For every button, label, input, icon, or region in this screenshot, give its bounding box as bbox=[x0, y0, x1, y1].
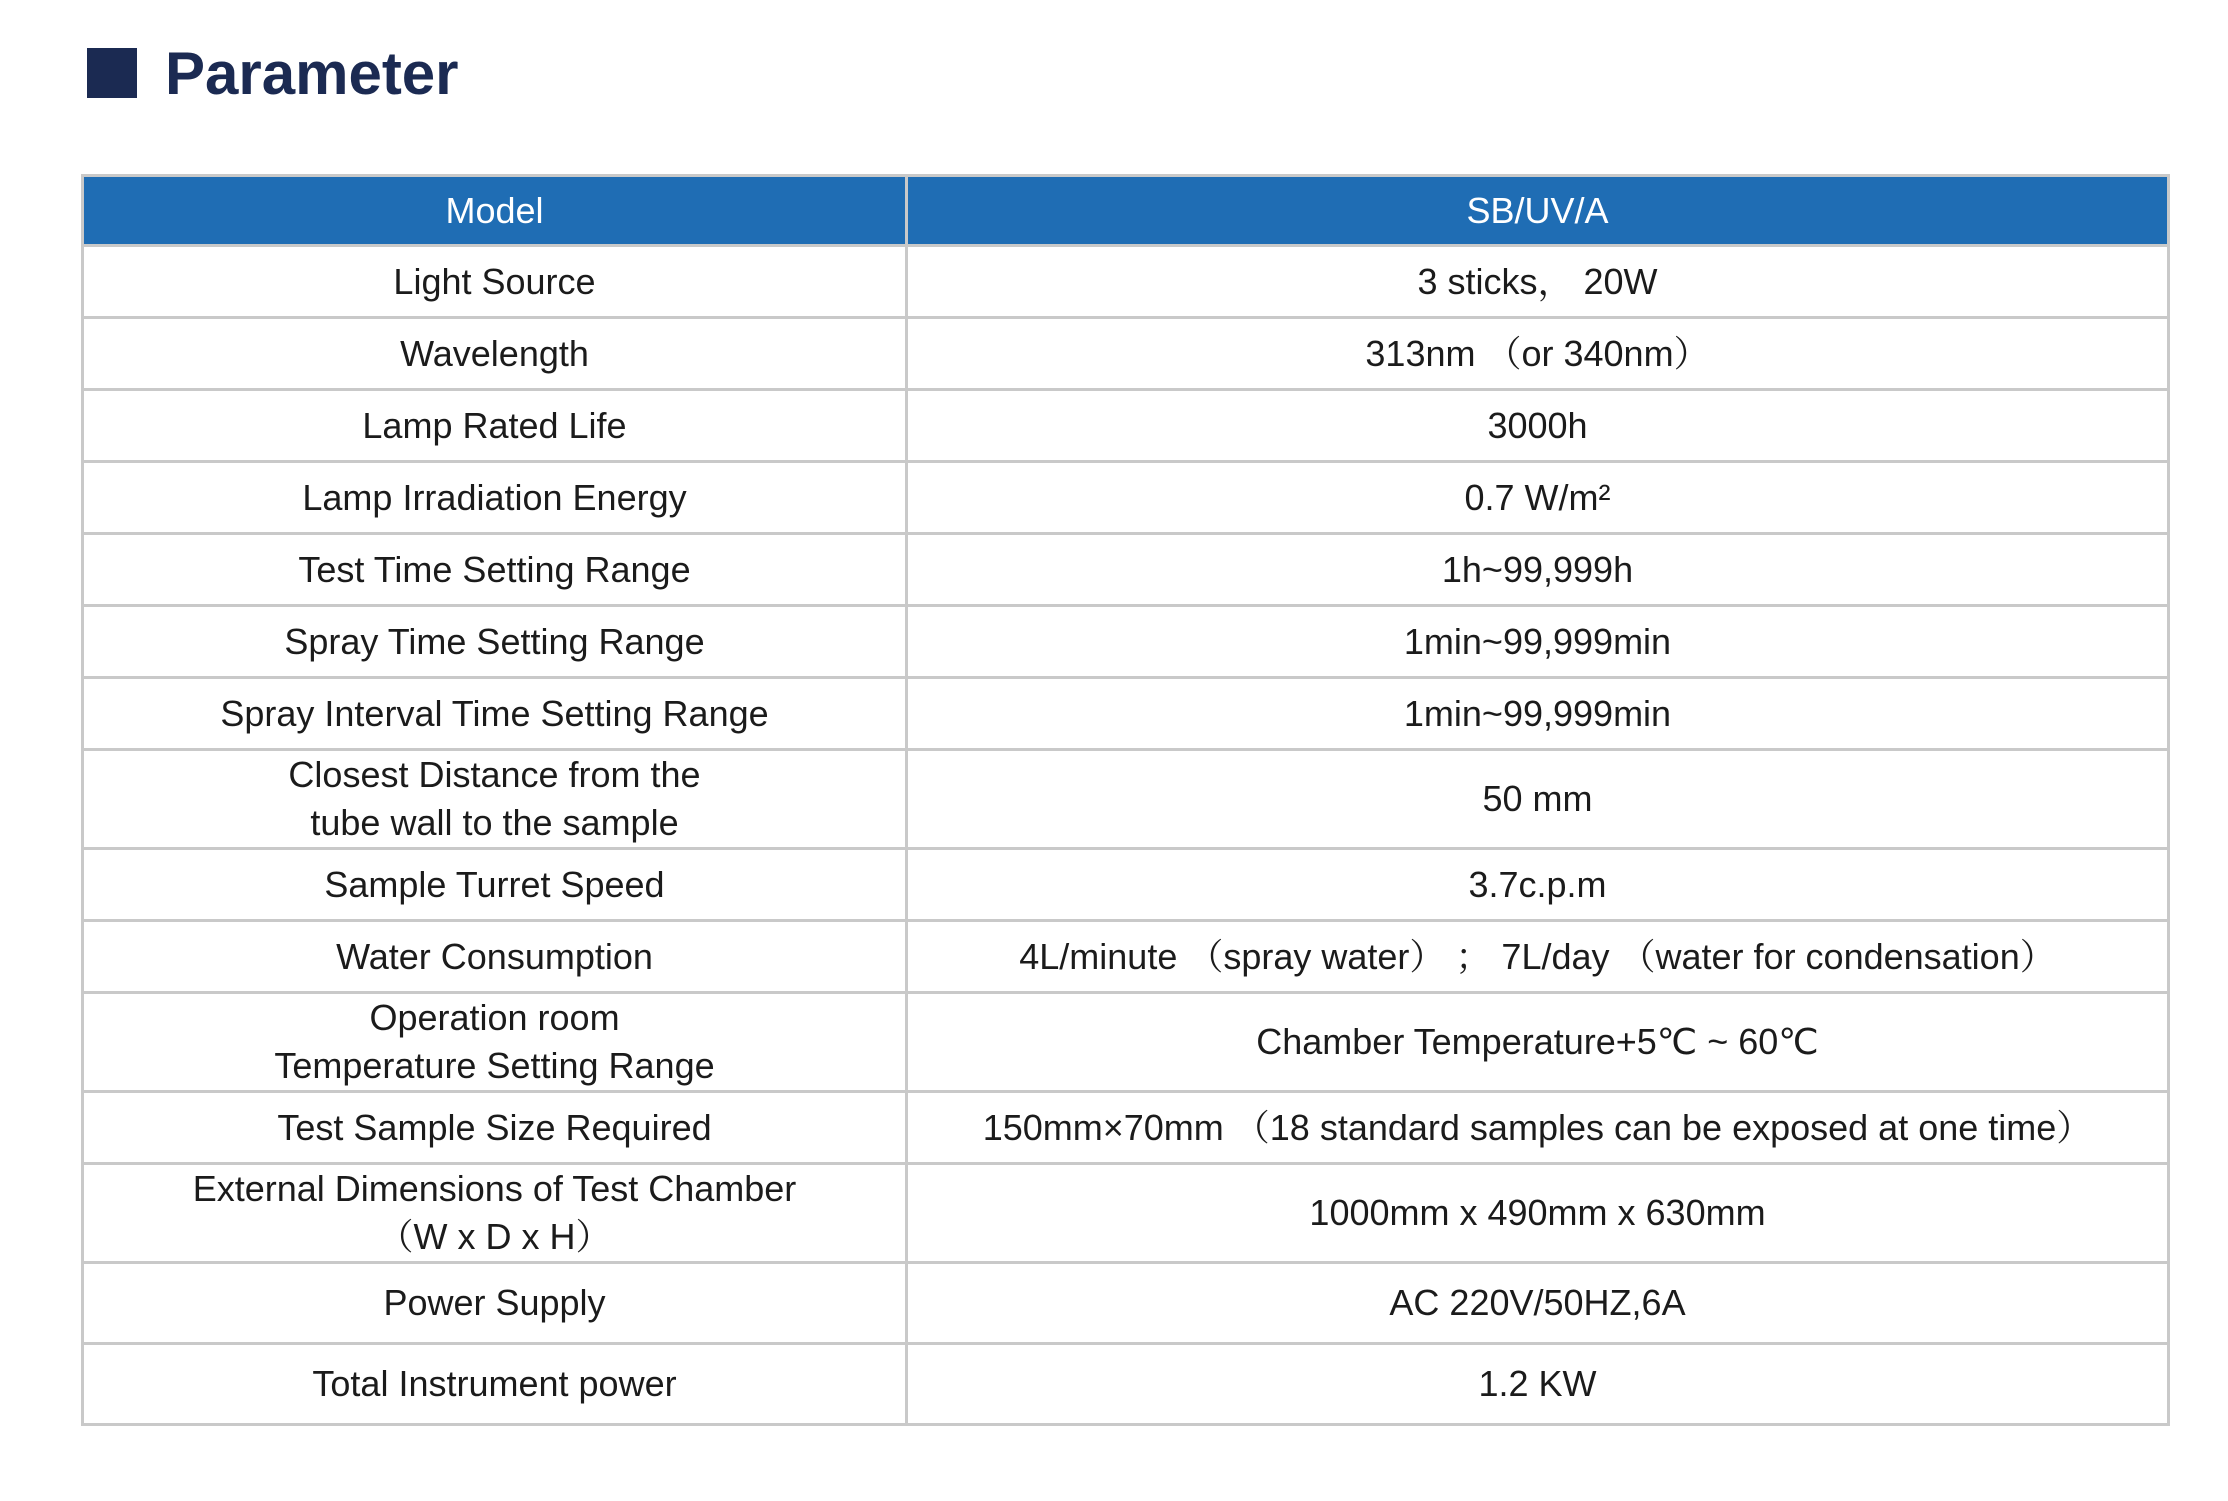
param-label: Test Sample Size Required bbox=[83, 1092, 907, 1164]
param-label: Light Source bbox=[83, 246, 907, 318]
param-value: 4L/minute （spray water） ； 7L/day （water for condensation） bbox=[907, 921, 2169, 993]
param-label: Spray Time Setting Range bbox=[83, 606, 907, 678]
page-title: Parameter bbox=[165, 39, 459, 107]
param-value: 3 sticks， 20W bbox=[907, 246, 2169, 318]
param-label: Lamp Rated Life bbox=[83, 390, 907, 462]
table-row bbox=[83, 534, 2169, 606]
table-row bbox=[83, 678, 2169, 750]
table-header-row bbox=[83, 176, 2169, 246]
table-row bbox=[83, 750, 2169, 849]
table-row bbox=[83, 921, 2169, 993]
param-label: Spray Interval Time Setting Range bbox=[83, 678, 907, 750]
param-label: Operation room Temperature Setting Range bbox=[83, 993, 907, 1092]
param-value: 0.7 W/m² bbox=[907, 462, 2169, 534]
param-label: Power Supply bbox=[83, 1263, 907, 1344]
table-row bbox=[83, 246, 2169, 318]
param-label: Sample Turret Speed bbox=[83, 849, 907, 921]
param-value: 150mm×70mm （18 standard samples can be exposed at one time） bbox=[907, 1092, 2169, 1164]
param-value: 313nm （or 340nm） bbox=[907, 318, 2169, 390]
table-row bbox=[83, 390, 2169, 462]
table-row bbox=[83, 849, 2169, 921]
param-label: External Dimensions of Test Chamber （W x D x H） bbox=[83, 1164, 907, 1263]
param-value: Chamber Temperature+5℃ ~ 60℃ bbox=[907, 993, 2169, 1092]
table-row bbox=[83, 1263, 2169, 1344]
section-heading bbox=[87, 38, 459, 108]
table-row bbox=[83, 1092, 2169, 1164]
column-header-model: Model bbox=[83, 176, 907, 246]
table-row bbox=[83, 462, 2169, 534]
table-row bbox=[83, 993, 2169, 1092]
table-row bbox=[83, 1164, 2169, 1263]
column-header-model-value: SB/UV/A bbox=[907, 176, 2169, 246]
param-label: Wavelength bbox=[83, 318, 907, 390]
param-value: 1h~99,999h bbox=[907, 534, 2169, 606]
table-row bbox=[83, 1344, 2169, 1425]
param-label: Water Consumption bbox=[83, 921, 907, 993]
table-row bbox=[83, 318, 2169, 390]
param-value: 50 mm bbox=[907, 750, 2169, 849]
param-label: Total Instrument power bbox=[83, 1344, 907, 1425]
param-value: 1min~99,999min bbox=[907, 606, 2169, 678]
param-value: 1000mm x 490mm x 630mm bbox=[907, 1164, 2169, 1263]
table-row bbox=[83, 606, 2169, 678]
param-value: 1.2 KW bbox=[907, 1344, 2169, 1425]
parameter-table bbox=[81, 174, 2170, 1426]
param-label: Closest Distance from the tube wall to the sample bbox=[83, 750, 907, 849]
param-value: AC 220V/50HZ,6A bbox=[907, 1263, 2169, 1344]
param-label: Test Time Setting Range bbox=[83, 534, 907, 606]
param-label: Lamp Irradiation Energy bbox=[83, 462, 907, 534]
heading-square-icon bbox=[87, 48, 137, 98]
param-value: 1min~99,999min bbox=[907, 678, 2169, 750]
param-value: 3000h bbox=[907, 390, 2169, 462]
param-value: 3.7c.p.m bbox=[907, 849, 2169, 921]
